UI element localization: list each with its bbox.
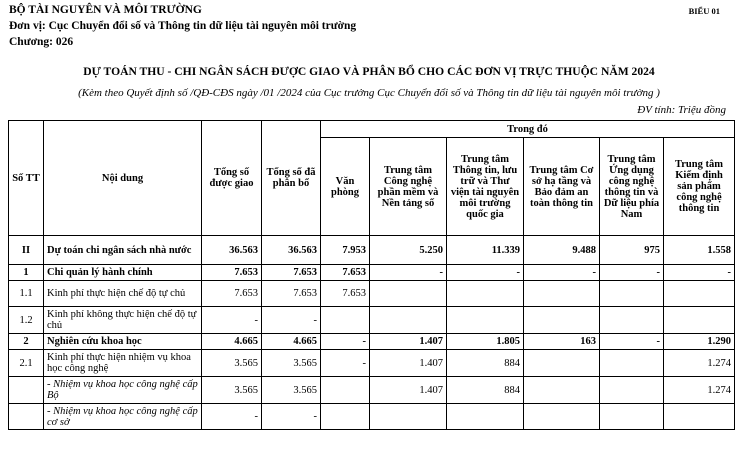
cell-center-4: - <box>600 265 664 281</box>
cell-center-5 <box>664 307 735 334</box>
cell-content: Kinh phí thực hiện nhiệm vụ khoa học công nghệ <box>44 350 202 377</box>
cell-total-allocated: 3.565 <box>262 377 321 404</box>
cell-office: 7.653 <box>321 281 370 307</box>
cell-content: Dự toán chi ngân sách nhà nước <box>44 236 202 265</box>
cell-center-5: 1.558 <box>664 236 735 265</box>
cell-center-4: 975 <box>600 236 664 265</box>
cell-center-5 <box>664 404 735 430</box>
table-row <box>9 404 735 430</box>
cell-center-1 <box>370 281 447 307</box>
cell-total-allocated: 3.565 <box>262 350 321 377</box>
cell-center-4 <box>600 281 664 307</box>
chapter-line: Chương: 026 <box>9 36 74 48</box>
cell-total-assigned: 4.665 <box>202 334 262 350</box>
cell-total-assigned: 36.563 <box>202 236 262 265</box>
cell-center-1: 1.407 <box>370 377 447 404</box>
cell-center-3 <box>524 281 600 307</box>
cell-center-2: 1.805 <box>447 334 524 350</box>
cell-total-assigned: 3.565 <box>202 377 262 404</box>
table-row <box>9 307 735 334</box>
cell-total-allocated: 36.563 <box>262 236 321 265</box>
cell-stt <box>9 404 44 430</box>
cell-center-2: - <box>447 265 524 281</box>
header-center-3: Trung tâm Cơ sở hạ tầng và Bảo đảm an toàn thông tin <box>524 138 600 236</box>
cell-stt: II <box>9 236 44 265</box>
cell-total-assigned: - <box>202 307 262 334</box>
cell-center-4: - <box>600 334 664 350</box>
cell-center-3: 9.488 <box>524 236 600 265</box>
table-row <box>9 377 735 404</box>
cell-office: - <box>321 334 370 350</box>
cell-center-4 <box>600 377 664 404</box>
header-center-2: Trung tâm Thông tin, lưu trữ và Thư viện tài nguyên môi trường quốc gia <box>447 138 524 236</box>
cell-center-2: 11.339 <box>447 236 524 265</box>
document-subtitle: (Kèm theo Quyết định số /QĐ-CĐS ngày /01 /2024 của Cục trưởng Cục Chuyển đổi số và Thông tin dữ liệu tài nguyên môi trường ) <box>78 87 660 99</box>
cell-office: - <box>321 350 370 377</box>
cell-center-1 <box>370 404 447 430</box>
header-stt: Số TT <box>9 121 44 236</box>
cell-center-2 <box>447 404 524 430</box>
cell-office <box>321 307 370 334</box>
cell-center-4 <box>600 350 664 377</box>
currency-unit: ĐV tính: Triệu đồng <box>637 104 726 116</box>
cell-office: 7.953 <box>321 236 370 265</box>
cell-center-5: 1.274 <box>664 350 735 377</box>
cell-center-1 <box>370 307 447 334</box>
cell-content: Chi quản lý hành chính <box>44 265 202 281</box>
cell-center-5 <box>664 281 735 307</box>
cell-office <box>321 377 370 404</box>
cell-stt: 1.1 <box>9 281 44 307</box>
cell-center-5: 1.274 <box>664 377 735 404</box>
cell-stt: 1.2 <box>9 307 44 334</box>
cell-center-3 <box>524 350 600 377</box>
budget-table <box>8 120 735 430</box>
cell-center-1: 1.407 <box>370 350 447 377</box>
cell-center-2: 884 <box>447 350 524 377</box>
cell-center-4 <box>600 307 664 334</box>
cell-total-allocated: - <box>262 404 321 430</box>
header-center-4: Trung tâm Ứng dụng công nghệ thông tin và Dữ liệu phía Nam <box>600 138 664 236</box>
cell-content: - Nhiệm vụ khoa học công nghệ cấp Bộ <box>44 377 202 404</box>
cell-content: Kinh phí không thực hiện chế độ tự chủ <box>44 307 202 334</box>
cell-stt: 1 <box>9 265 44 281</box>
cell-center-1: 1.407 <box>370 334 447 350</box>
cell-center-3: - <box>524 265 600 281</box>
header-total-assigned: Tổng số được giao <box>202 121 262 236</box>
table-row <box>9 265 735 281</box>
header-total-allocated: Tổng số đã phân bổ <box>262 121 321 236</box>
table-row <box>9 350 735 377</box>
cell-center-2 <box>447 281 524 307</box>
cell-center-2 <box>447 307 524 334</box>
cell-content: Kinh phí thực hiện chế độ tự chủ <box>44 281 202 307</box>
cell-center-3 <box>524 307 600 334</box>
cell-center-1: - <box>370 265 447 281</box>
header-office: Văn phòng <box>321 138 370 236</box>
form-code: BIỂU 01 <box>688 6 720 16</box>
document-title: DỰ TOÁN THU - CHI NGÂN SÁCH ĐƯỢC GIAO VÀ PHÂN BỔ CHO CÁC ĐƠN VỊ TRỰC THUỘC NĂM 2024 <box>83 65 655 78</box>
cell-center-5: - <box>664 265 735 281</box>
cell-stt <box>9 377 44 404</box>
cell-total-allocated: 7.653 <box>262 281 321 307</box>
cell-total-assigned: 7.653 <box>202 265 262 281</box>
header-center-1: Trung tâm Công nghệ phần mềm và Nền tảng số <box>370 138 447 236</box>
cell-content: Nghiên cứu khoa học <box>44 334 202 350</box>
ministry-name: BỘ TÀI NGUYÊN VÀ MÔI TRƯỜNG <box>9 4 202 16</box>
cell-office: 7.653 <box>321 265 370 281</box>
cell-content: - Nhiệm vụ khoa học công nghệ cấp cơ sở <box>44 404 202 430</box>
cell-total-allocated: 7.653 <box>262 265 321 281</box>
header-content: Nội dung <box>44 121 202 236</box>
unit-line: Đơn vị: Cục Chuyển đổi số và Thông tin dữ liệu tài nguyên môi trường <box>9 20 357 32</box>
cell-total-allocated: 4.665 <box>262 334 321 350</box>
header-center-5: Trung tâm Kiểm định sản phẩm công nghệ thông tin <box>664 138 735 236</box>
cell-stt: 2 <box>9 334 44 350</box>
cell-center-3 <box>524 404 600 430</box>
cell-center-4 <box>600 404 664 430</box>
header-group: Trong đó <box>321 121 735 138</box>
cell-total-assigned: 3.565 <box>202 350 262 377</box>
cell-center-3: 163 <box>524 334 600 350</box>
cell-center-1: 5.250 <box>370 236 447 265</box>
cell-total-assigned: 7.653 <box>202 281 262 307</box>
cell-total-assigned: - <box>202 404 262 430</box>
cell-total-allocated: - <box>262 307 321 334</box>
cell-office <box>321 404 370 430</box>
cell-center-3 <box>524 377 600 404</box>
table-row <box>9 281 735 307</box>
table-row <box>9 236 735 265</box>
cell-stt: 2.1 <box>9 350 44 377</box>
cell-center-2: 884 <box>447 377 524 404</box>
cell-center-5: 1.290 <box>664 334 735 350</box>
table-row <box>9 334 735 350</box>
